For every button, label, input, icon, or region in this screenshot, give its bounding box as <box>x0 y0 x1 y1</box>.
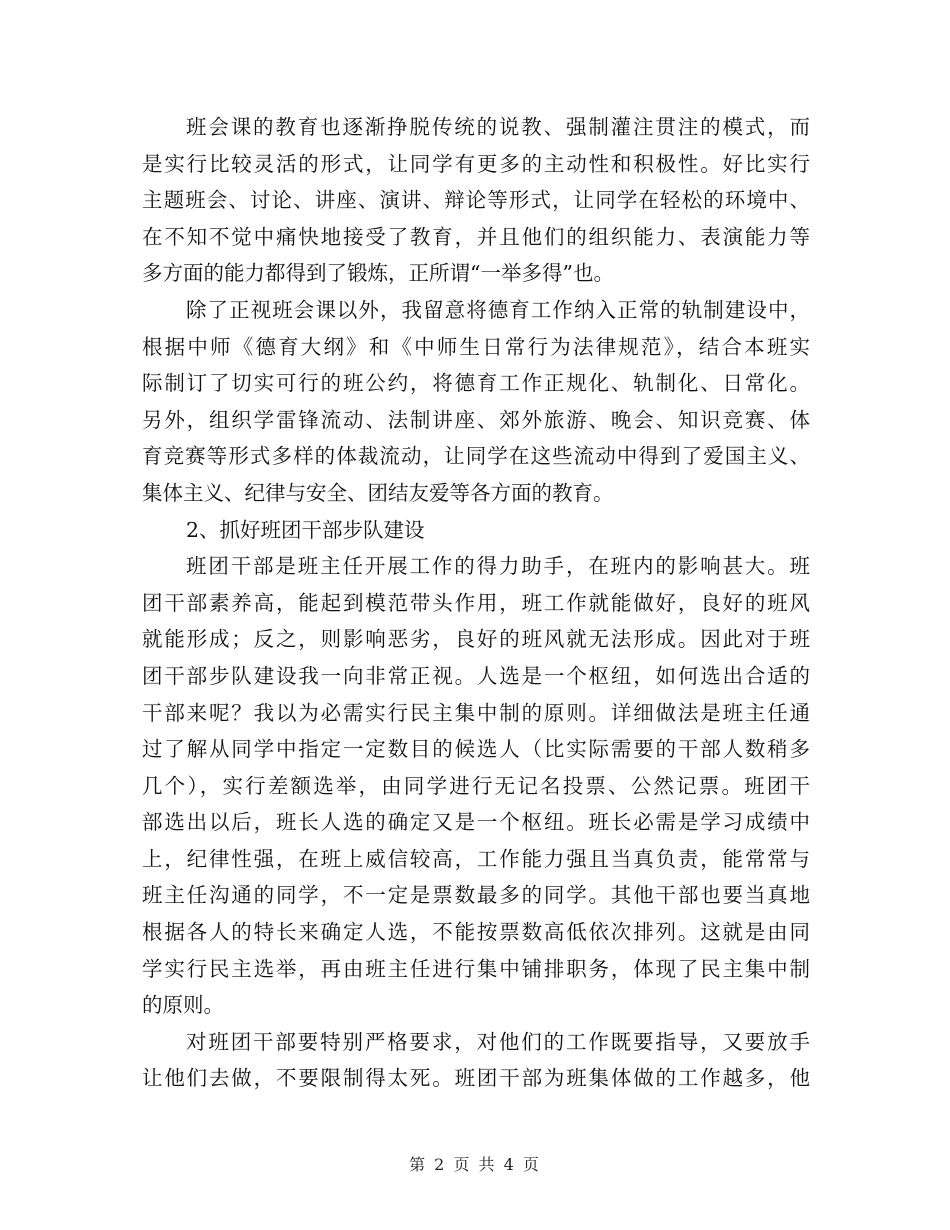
text-line: 2、抓好班团干部步队建设 <box>186 517 425 542</box>
page-number-footer: 第 2 页 共 4 页 <box>409 1155 541 1174</box>
text-line: 际制订了切实可行的班公约，将德育工作正规化、轨制化、日常化。 <box>142 371 810 396</box>
text-line: 上，纪律性强，在班上威信较高，工作能力强且当真负责，能常常与 <box>142 846 810 871</box>
text-line: 过了解从同学中指定一定数目的候选人（比实际需要的干部人数稍多 <box>142 737 810 762</box>
text-line: 对班团干部要特别严格要求，对他们的工作既要指导，又要放手 <box>186 1029 810 1054</box>
text-line: 育竞赛等形式多样的体裁流动，让同学在这些流动中得到了爱国主义、 <box>142 444 810 469</box>
document-body <box>142 109 810 1097</box>
text-line: 集体主义、纪律与安全、团结友爱等各方面的教育。 <box>142 480 614 505</box>
text-line: 团干部步队建设我一向非常正视。人选是一个枢纽，如何选出合适的 <box>142 663 810 688</box>
text-line: 在不知不觉中痛快地接受了教育，并且他们的组织能力、表演能力等 <box>142 224 810 249</box>
text-line: 就能形成；反之，则影响恶劣，良好的班风就无法形成。因此对于班 <box>142 627 810 652</box>
text-line: 班会课的教育也逐渐挣脱传统的说教、强制灌注贯注的模式，而 <box>186 115 810 139</box>
text-line: 的原则。 <box>142 993 224 1018</box>
text-line: 几个），实行差额选举，由同学进行无记名投票、公然记票。班团干 <box>142 773 810 798</box>
text-line: 多方面的能力都得到了锻炼，正所谓“一举多得”也。 <box>142 261 614 286</box>
text-line: 班主任沟通的同学，不一定是票数最多的同学。其他干部也要当真地 <box>142 883 810 908</box>
text-line: 另外，组织学雷锋流动、法制讲座、郊外旅游、晚会、知识竞赛、体 <box>142 407 810 432</box>
text-line: 除了正视班会课以外，我留意将德育工作纳入正常的轨制建设中， <box>186 297 810 322</box>
text-line: 学实行民主选举，再由班主任进行集中铺排职务，体现了民主集中制 <box>142 956 810 981</box>
text-line: 部选出以后，班长人选的确定又是一个枢纽。班长必需是学习成绩中 <box>142 810 810 835</box>
text-line: 团干部素养高，能起到模范带头作用，班工作就能做好，良好的班风 <box>142 590 810 615</box>
text-line: 干部来呢？我以为必需实行民主集中制的原则。详细做法是班主任通 <box>142 700 810 725</box>
text-line: 根据中师《德育大纲》和《中师生日常行为法律规范》，结合本班实 <box>142 334 810 359</box>
text-line: 根据各人的特长来确定人选，不能按票数高低依次排列。这就是由同 <box>142 920 810 945</box>
text-line: 让他们去做，不要限制得太死。班团干部为班集体做的工作越多，他 <box>142 1066 810 1091</box>
text-line: 是实行比较灵活的形式，让同学有更多的主动性和积极性。好比实行 <box>142 151 810 176</box>
text-line: 主题班会、讨论、讲座、演讲、辩论等形式，让同学在轻松的环境中、 <box>142 188 810 213</box>
text-line: 班团干部是班主任开展工作的得力助手，在班内的影响甚大。班 <box>186 554 810 579</box>
